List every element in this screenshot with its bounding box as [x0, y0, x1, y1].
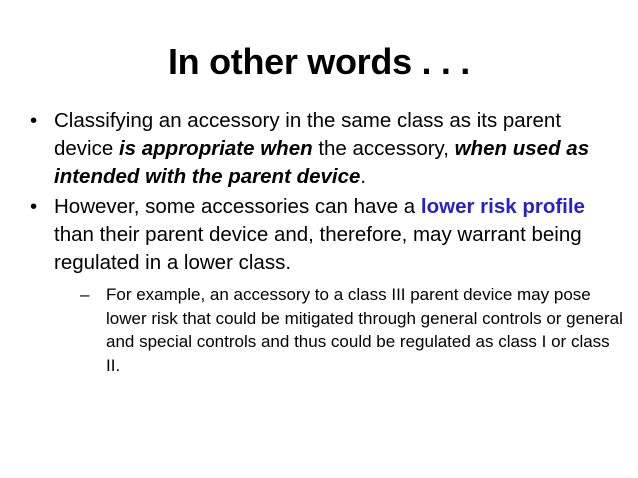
bullet1-emphasis-1: is appropriate when: [118, 137, 313, 160]
sub-bullet-text: For example, an accessory to a class III parent device may pose lower risk that could be mitigated through general controls or general and special controls and thus could be regulated as class I or class II.: [106, 285, 623, 375]
bullet-marker: •: [30, 109, 38, 132]
slide-title: In other words . . .: [167, 41, 471, 82]
bullet2-highlight: lower risk profile: [420, 195, 585, 218]
bullet2-text-1: However, some accessories can have a: [54, 195, 421, 218]
bullet1-emphasis-2: when used as intended with the parent device: [54, 137, 590, 188]
dash-marker: –: [80, 285, 90, 304]
bullet-item-1: [30, 107, 615, 191]
bullet-list: [30, 107, 623, 379]
bullet-marker: •: [30, 195, 38, 218]
bullet1-text-1: Classifying an accessory in the same class as its parent device: [54, 109, 562, 160]
bullet1-text-3: .: [360, 165, 367, 188]
bullet1-text-2: the accessory,: [312, 137, 455, 160]
bullet2-text-2: than their parent device and, therefore, may warrant being regulated in a lower class.: [54, 223, 582, 274]
bullet-item-2: [30, 193, 623, 377]
sub-bullet-item-1: [54, 283, 626, 377]
